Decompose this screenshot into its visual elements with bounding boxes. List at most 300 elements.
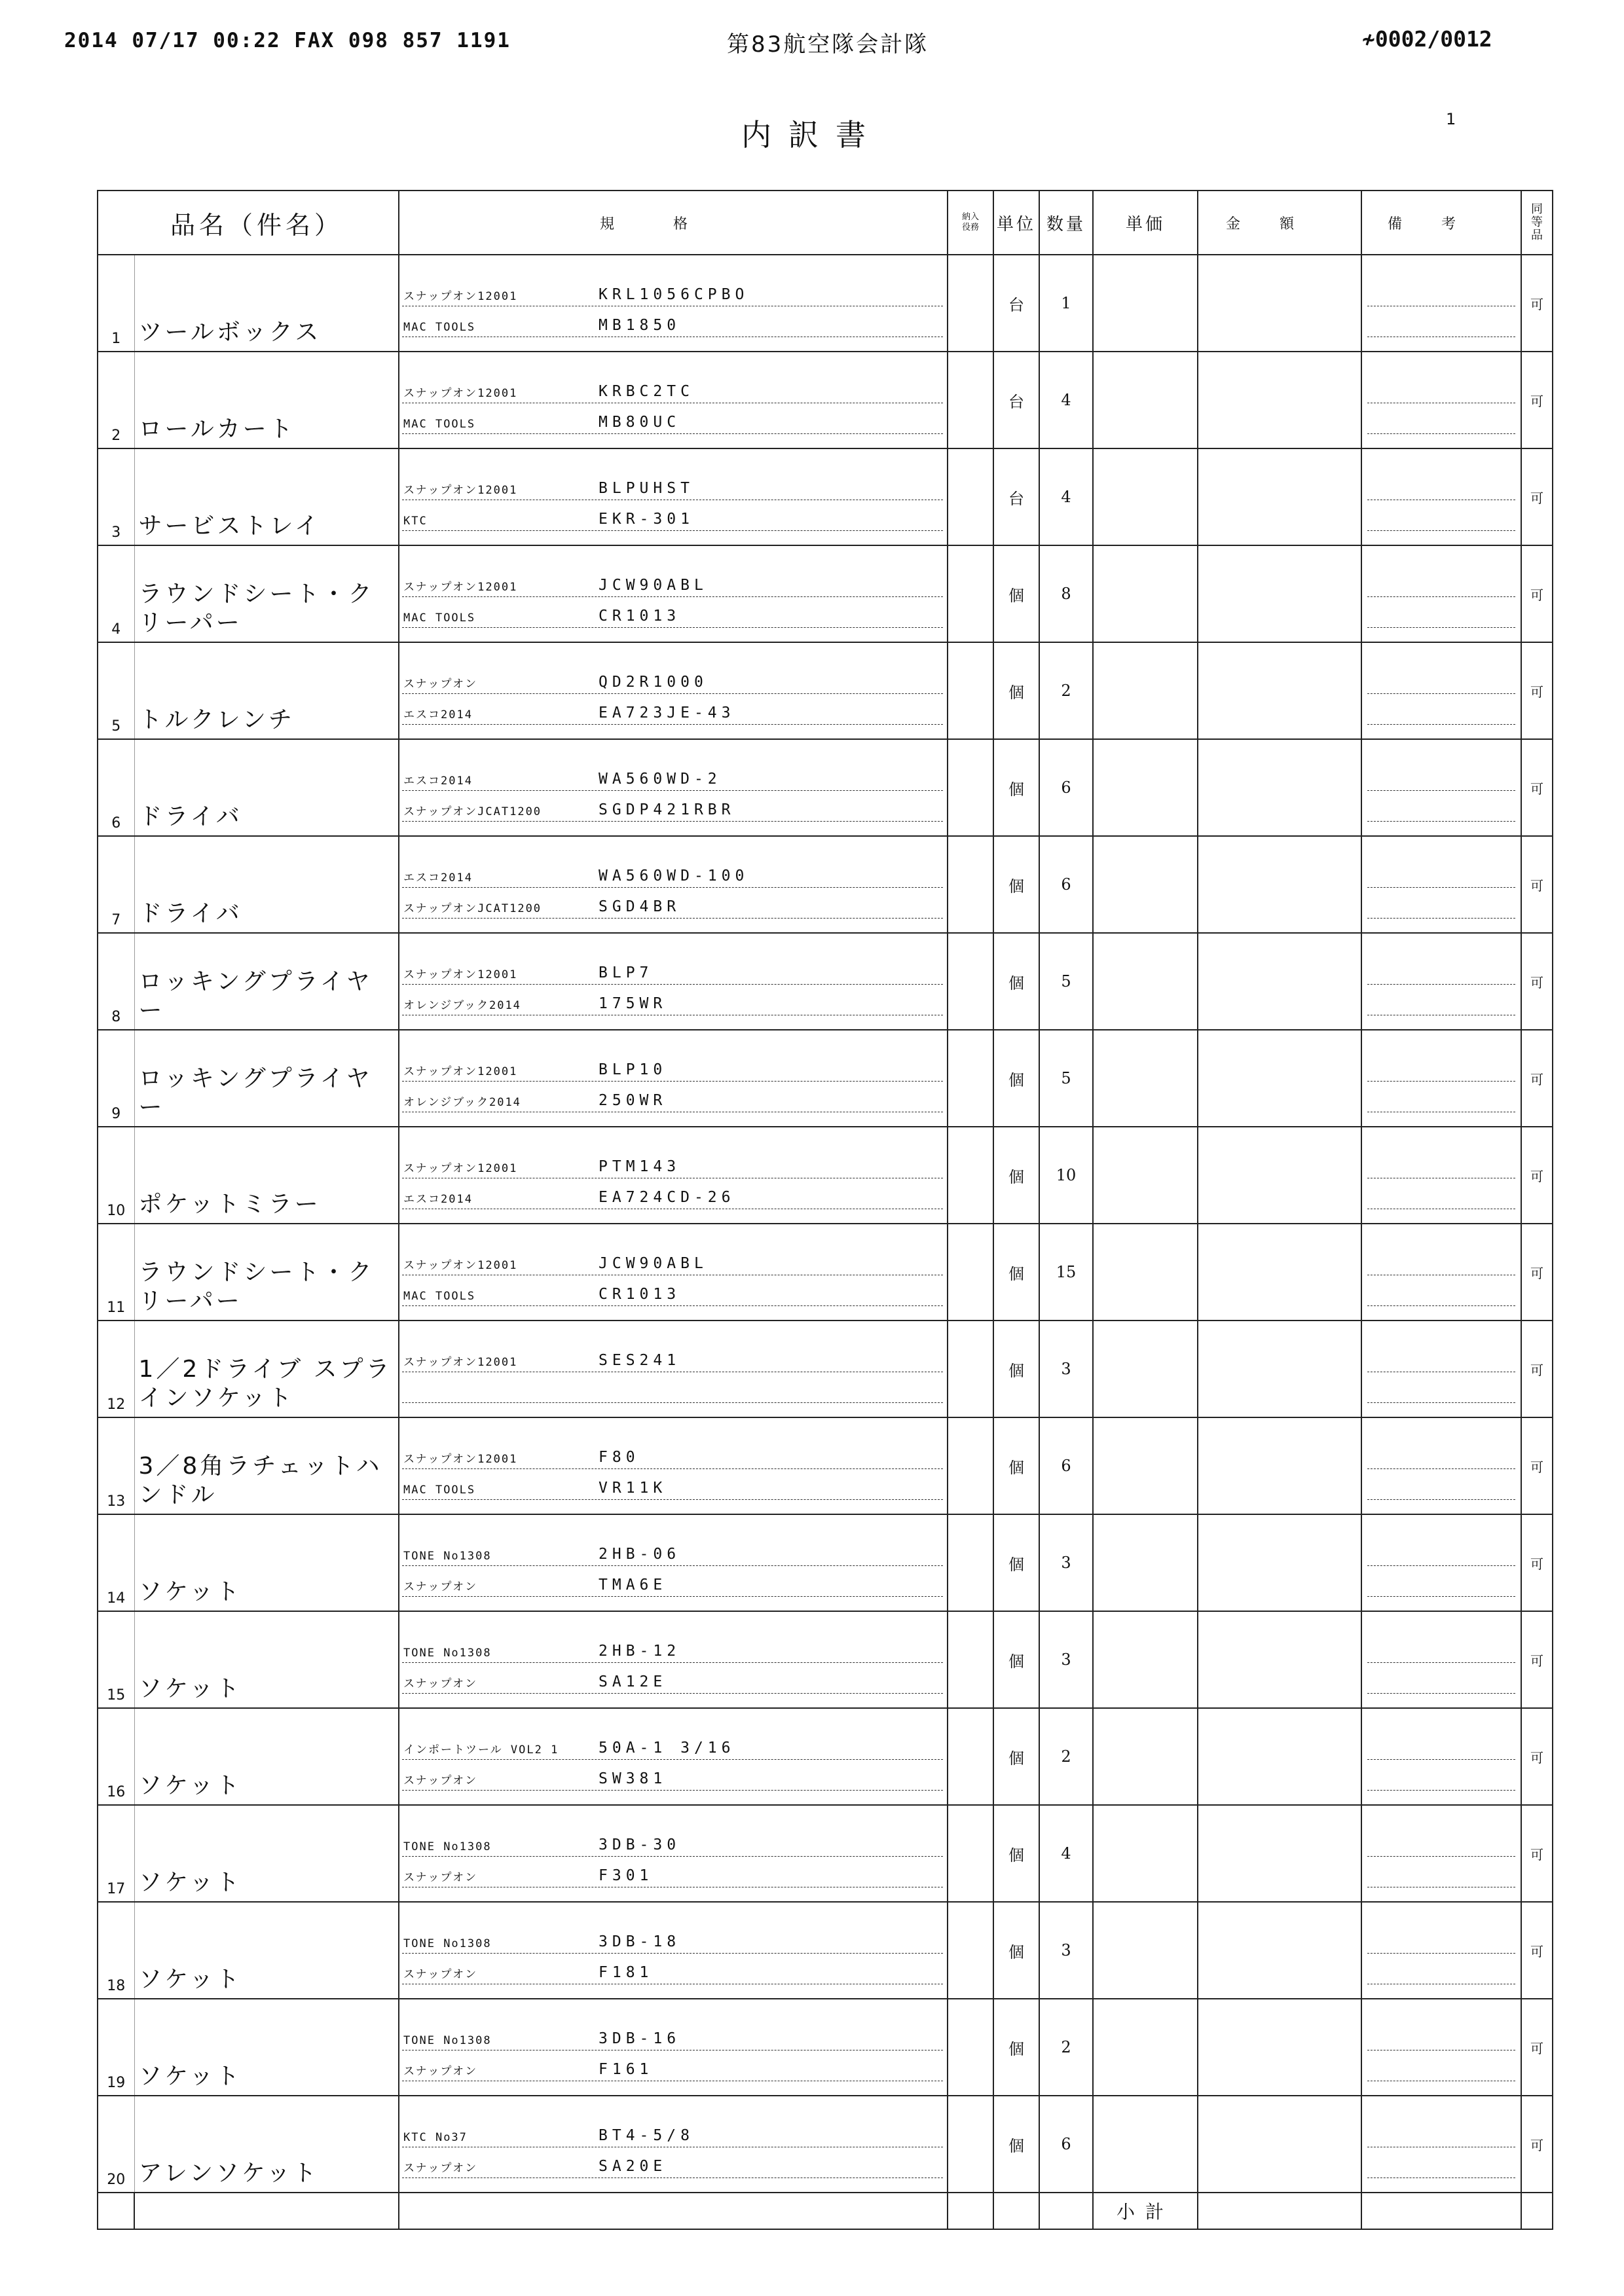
item-number: 11 [98,1224,134,1321]
item-qty: 6 [1039,836,1093,933]
item-qty: 4 [1039,448,1093,545]
item-spec [399,836,948,933]
item-unit-price [1093,1321,1198,1417]
spec-brand: スナップオン12001 [403,1259,518,1272]
spec-brand: KTC [403,515,428,528]
spec-model: KRL1056CPBO [599,286,749,303]
item-unit: 個 [993,1999,1039,2096]
item-spec [399,1224,948,1321]
spec-brand: スナップオンJCAT1200 [403,902,542,915]
item-remarks [1361,2096,1521,2193]
item-equivalent: 可 [1521,255,1553,352]
item-equivalent: 可 [1521,1514,1553,1611]
spec-brand: スナップオン12001 [403,1065,518,1078]
spec-model: SGDP421RBR [599,801,735,818]
item-equivalent: 可 [1521,2096,1553,2193]
spec-line [402,469,943,500]
item-unit-price [1093,1805,1198,1902]
spec-line [402,857,943,888]
item-delivery [948,1127,993,1224]
table-body [98,255,1553,2193]
spec-model: WA560WD-2 [599,771,722,788]
item-spec [399,352,948,448]
spec-line [402,403,943,434]
subtotal-empty-unit [993,2193,1039,2229]
item-number: 5 [98,642,134,739]
spec-line [402,1826,943,1857]
subtotal-row [98,2193,1553,2229]
item-equivalent: 可 [1521,1611,1553,1708]
item-equivalent: 可 [1521,739,1553,836]
spec-model: SES241 [599,1352,681,1369]
item-delivery [948,1805,993,1902]
spec-brand: エスコ2014 [403,871,473,884]
item-qty: 3 [1039,1611,1093,1708]
spec-line [402,2050,943,2081]
table-row [98,1224,1553,1321]
item-qty: 8 [1039,545,1093,642]
spec-line [402,1275,943,1306]
header-unit: 単位 [993,191,1039,255]
item-remarks [1361,1902,1521,1999]
table-row [98,1514,1553,1611]
spec-brand: スナップオン [403,2162,478,2175]
item-unit: 個 [993,2096,1039,2193]
spec-brand: オレンジブック2014 [403,1096,521,1109]
spec-model: CR1013 [599,1286,681,1303]
header-remarks: 備考 [1361,191,1521,255]
item-name: 3／8角ラチェットハンドル [134,1417,399,1514]
spec-line [402,1178,943,1209]
spec-brand: スナップオン [403,1677,478,1690]
item-equivalent: 可 [1521,545,1553,642]
item-unit-price [1093,1611,1198,1708]
table-row [98,1708,1553,1805]
item-spec [399,2096,948,2193]
item-name: ロッキングプライヤー [134,1030,399,1127]
item-delivery [948,1999,993,2096]
item-amount [1198,1321,1361,1417]
subtotal-equiv [1521,2193,1553,2229]
table-row [98,1805,1553,1902]
item-number: 7 [98,836,134,933]
spec-model: F301 [599,1867,654,1884]
spec-brand: TONE No1308 [403,1550,492,1563]
item-amount [1198,1224,1361,1321]
spec-line [402,2147,943,2178]
item-amount [1198,352,1361,448]
spec-brand: MAC TOOLS [403,1484,476,1497]
item-delivery [948,642,993,739]
spec-line [402,1923,943,1954]
table-row [98,1321,1553,1417]
table-row [98,352,1553,448]
item-remarks [1361,255,1521,352]
item-name: ソケット [134,1611,399,1708]
item-unit: 個 [993,1127,1039,1224]
item-name: ソケット [134,1708,399,1805]
spec-line [402,1082,943,1112]
item-unit: 個 [993,933,1039,1030]
table-row [98,1611,1553,1708]
table-header-row [98,191,1553,255]
item-amount [1198,255,1361,352]
item-delivery [948,1321,993,1417]
spec-brand: MAC TOOLS [403,418,476,431]
item-delivery [948,352,993,448]
header-amount: 金額 [1198,191,1361,255]
item-name: ポケットミラー [134,1127,399,1224]
item-name: ソケット [134,1514,399,1611]
spec-model: 2HB-06 [599,1546,681,1563]
item-unit-price [1093,933,1198,1030]
item-spec [399,255,948,352]
spec-model: F161 [599,2061,654,2078]
header-spec: 規格 [399,191,948,255]
spec-line [402,276,943,306]
spec-line [402,1245,943,1275]
item-amount [1198,1030,1361,1127]
spec-brand: スナップオン [403,678,478,691]
spec-model: 175WR [599,995,667,1012]
item-name: ツールボックス [134,255,399,352]
item-delivery [948,255,993,352]
item-amount [1198,642,1361,739]
item-delivery [948,1902,993,1999]
item-name: トルクレンチ [134,642,399,739]
item-unit: 個 [993,1514,1039,1611]
item-equivalent: 可 [1521,933,1553,1030]
subtotal-empty-delivery [948,2193,993,2229]
item-spec [399,1708,948,1805]
spec-brand: スナップオン [403,1580,478,1594]
item-name: ラウンドシート・クリーパー [134,1224,399,1321]
item-delivery [948,2096,993,2193]
spec-model: MB1850 [599,317,681,334]
spec-model: BLP7 [599,964,654,981]
spec-model: PTM143 [599,1158,681,1175]
item-qty: 2 [1039,1708,1093,1805]
item-remarks [1361,352,1521,448]
item-qty: 15 [1039,1224,1093,1321]
item-remarks [1361,1127,1521,1224]
item-equivalent: 可 [1521,642,1553,739]
item-number: 4 [98,545,134,642]
item-spec [399,1902,948,1999]
item-unit-price [1093,1708,1198,1805]
document-title: 内訳書 [741,117,883,153]
item-name: ラウンドシート・クリーパー [134,545,399,642]
spec-model: F181 [599,1964,654,1981]
subtotal-empty-name [134,2193,399,2229]
spec-line [402,1051,943,1082]
spec-line [402,1857,943,1887]
spec-brand: TONE No1308 [403,1840,492,1853]
header-unit-price: 単価 [1093,191,1198,255]
item-equivalent: 可 [1521,1999,1553,2096]
item-qty: 5 [1039,1030,1093,1127]
spec-line [402,954,943,985]
item-remarks [1361,933,1521,1030]
spec-line [402,566,943,597]
item-unit: 個 [993,836,1039,933]
item-equivalent: 可 [1521,1030,1553,1127]
item-spec [399,1611,948,1708]
item-spec [399,739,948,836]
item-remarks [1361,1611,1521,1708]
item-remarks [1361,1805,1521,1902]
spec-model: 250WR [599,1092,667,1109]
item-qty: 4 [1039,352,1093,448]
spec-brand: スナップオン12001 [403,1162,518,1175]
item-amount [1198,933,1361,1030]
table-row [98,2096,1553,2193]
item-number: 3 [98,448,134,545]
item-name: ソケット [134,1999,399,2096]
spec-line [402,1632,943,1663]
spec-line [402,1760,943,1791]
spec-brand: スナップオン [403,1871,478,1884]
item-remarks [1361,448,1521,545]
spec-model: 50A-1 3/16 [599,1740,735,1757]
item-name: サービストレイ [134,448,399,545]
item-unit: 個 [993,1708,1039,1805]
item-spec [399,1999,948,2096]
item-unit-price [1093,1127,1198,1224]
spec-model: VR11K [599,1480,667,1497]
item-number: 15 [98,1611,134,1708]
spec-line [402,2117,943,2147]
item-equivalent: 可 [1521,1902,1553,1999]
fax-timestamp-number: 2014 07/17 00:22 FAX 098 857 1191 [64,29,511,52]
item-number: 14 [98,1514,134,1611]
spec-model: BLPUHST [599,480,694,497]
item-equivalent: 可 [1521,1127,1553,1224]
spec-model: WA560WD-100 [599,867,749,884]
item-equivalent: 可 [1521,1321,1553,1417]
spec-model: SW381 [599,1770,667,1787]
item-amount [1198,836,1361,933]
spec-line [402,1566,943,1597]
item-qty: 3 [1039,1321,1093,1417]
item-name: ロールカート [134,352,399,448]
table-row [98,739,1553,836]
item-remarks [1361,1514,1521,1611]
item-unit-price [1093,448,1198,545]
item-delivery [948,739,993,836]
item-amount [1198,1999,1361,2096]
item-delivery [948,1611,993,1708]
header-item-name: 品名（件名） [98,191,399,255]
item-qty: 10 [1039,1127,1093,1224]
item-unit: 台 [993,352,1039,448]
item-amount [1198,739,1361,836]
item-number: 20 [98,2096,134,2193]
item-unit: 個 [993,1224,1039,1321]
spec-model: 2HB-12 [599,1643,681,1660]
item-spec [399,1514,948,1611]
item-qty: 4 [1039,1805,1093,1902]
item-remarks [1361,1321,1521,1417]
spec-model: MB80UC [599,414,681,431]
item-delivery [948,1708,993,1805]
table-row [98,545,1553,642]
spec-brand: スナップオン12001 [403,1356,518,1369]
fax-header [0,22,1624,62]
spec-line [402,1148,943,1178]
item-delivery [948,836,993,933]
table-row [98,836,1553,933]
table-row [98,933,1553,1030]
item-amount [1198,448,1361,545]
header-delivery: 納入 役務 [948,191,993,255]
item-qty: 1 [1039,255,1093,352]
item-amount [1198,1127,1361,1224]
spec-brand: スナップオン12001 [403,1453,518,1466]
spec-brand: エスコ2014 [403,774,473,788]
item-qty: 2 [1039,1999,1093,2096]
item-unit-price [1093,739,1198,836]
spec-model: TMA6E [599,1576,667,1594]
subtotal-empty-spec [399,2193,948,2229]
spec-model: BLP10 [599,1061,667,1078]
item-unit: 個 [993,1321,1039,1417]
item-delivery [948,1224,993,1321]
item-remarks [1361,1999,1521,2096]
item-number: 12 [98,1321,134,1417]
spec-line [402,1535,943,1566]
item-unit: 個 [993,739,1039,836]
item-unit-price [1093,1999,1198,2096]
item-amount [1198,1902,1361,1999]
spec-brand: TONE No1308 [403,1647,492,1660]
item-unit-price [1093,255,1198,352]
item-remarks [1361,1224,1521,1321]
item-unit-price [1093,642,1198,739]
spec-brand: オレンジブック2014 [403,999,521,1012]
item-equivalent: 可 [1521,1224,1553,1321]
item-unit: 個 [993,1030,1039,1127]
spec-model: SGD4BR [599,898,681,915]
table-row [98,642,1553,739]
item-number: 16 [98,1708,134,1805]
item-delivery [948,1030,993,1127]
header-qty: 数量 [1039,191,1093,255]
item-remarks [1361,836,1521,933]
item-unit-price [1093,1224,1198,1321]
spec-line [402,597,943,628]
spec-brand: スナップオン [403,2065,478,2078]
item-unit: 個 [993,1417,1039,1514]
item-amount [1198,1417,1361,1514]
spec-brand: TONE No1308 [403,1937,492,1950]
item-delivery [948,545,993,642]
item-remarks [1361,739,1521,836]
item-number: 1 [98,255,134,352]
spec-brand: スナップオンJCAT1200 [403,805,542,818]
itemized-table [97,190,1553,2230]
item-qty: 3 [1039,1902,1093,1999]
item-qty: 6 [1039,739,1093,836]
item-equivalent: 可 [1521,352,1553,448]
spec-brand: スナップオン [403,1774,478,1787]
spec-brand: エスコ2014 [403,1193,473,1206]
subtotal-amount [1198,2193,1361,2229]
item-unit-price [1093,1514,1198,1611]
item-spec [399,1417,948,1514]
item-remarks [1361,545,1521,642]
table-row [98,448,1553,545]
item-amount [1198,2096,1361,2193]
spec-line [402,1954,943,1984]
spec-brand: MAC TOOLS [403,611,476,625]
spec-line [402,985,943,1015]
header-equivalent: 同 等 品 [1521,191,1553,255]
item-remarks [1361,1708,1521,1805]
spec-model: QD2R1000 [599,674,708,691]
item-number: 13 [98,1417,134,1514]
item-unit: 個 [993,545,1039,642]
spec-model: EA723JE-43 [599,704,735,721]
spec-model: SA12E [599,1673,667,1690]
item-spec [399,642,948,739]
item-qty: 2 [1039,642,1093,739]
spec-line [402,760,943,791]
item-unit-price [1093,1030,1198,1127]
item-unit: 個 [993,642,1039,739]
spec-brand: スナップオン12001 [403,387,518,400]
item-name: ソケット [134,1805,399,1902]
item-remarks [1361,642,1521,739]
spec-brand: インポートツール VOL2 1 [403,1743,559,1757]
item-qty: 6 [1039,1417,1093,1514]
table-row [98,1902,1553,1999]
item-unit: 台 [993,448,1039,545]
item-number: 9 [98,1030,134,1127]
spec-brand: KTC No37 [403,2131,468,2144]
spec-line [402,663,943,694]
item-unit-price [1093,352,1198,448]
spec-brand: スナップオン12001 [403,581,518,594]
item-qty: 6 [1039,2096,1093,2193]
spec-brand: MAC TOOLS [403,1290,476,1303]
spec-brand: スナップオン12001 [403,968,518,981]
item-name: 1／2ドライブ スプラインソケット [134,1321,399,1417]
item-spec [399,1805,948,1902]
spec-model: CR1013 [599,608,681,625]
spec-line [402,1372,943,1403]
spec-model: EKR-301 [599,511,694,528]
table-row [98,1417,1553,1514]
item-amount [1198,545,1361,642]
item-number: 18 [98,1902,134,1999]
spec-line [402,306,943,337]
spec-model: F80 [599,1449,640,1466]
item-spec [399,448,948,545]
spec-line [402,1341,943,1372]
item-name: ドライバ [134,836,399,933]
item-qty: 5 [1039,933,1093,1030]
spec-brand: スナップオン12001 [403,484,518,497]
spec-line [402,1438,943,1469]
table-row [98,1127,1553,1224]
item-unit: 個 [993,1611,1039,1708]
item-amount [1198,1514,1361,1611]
item-unit: 個 [993,1902,1039,1999]
item-number: 2 [98,352,134,448]
spec-line [402,1729,943,1760]
spec-line [402,2020,943,2050]
